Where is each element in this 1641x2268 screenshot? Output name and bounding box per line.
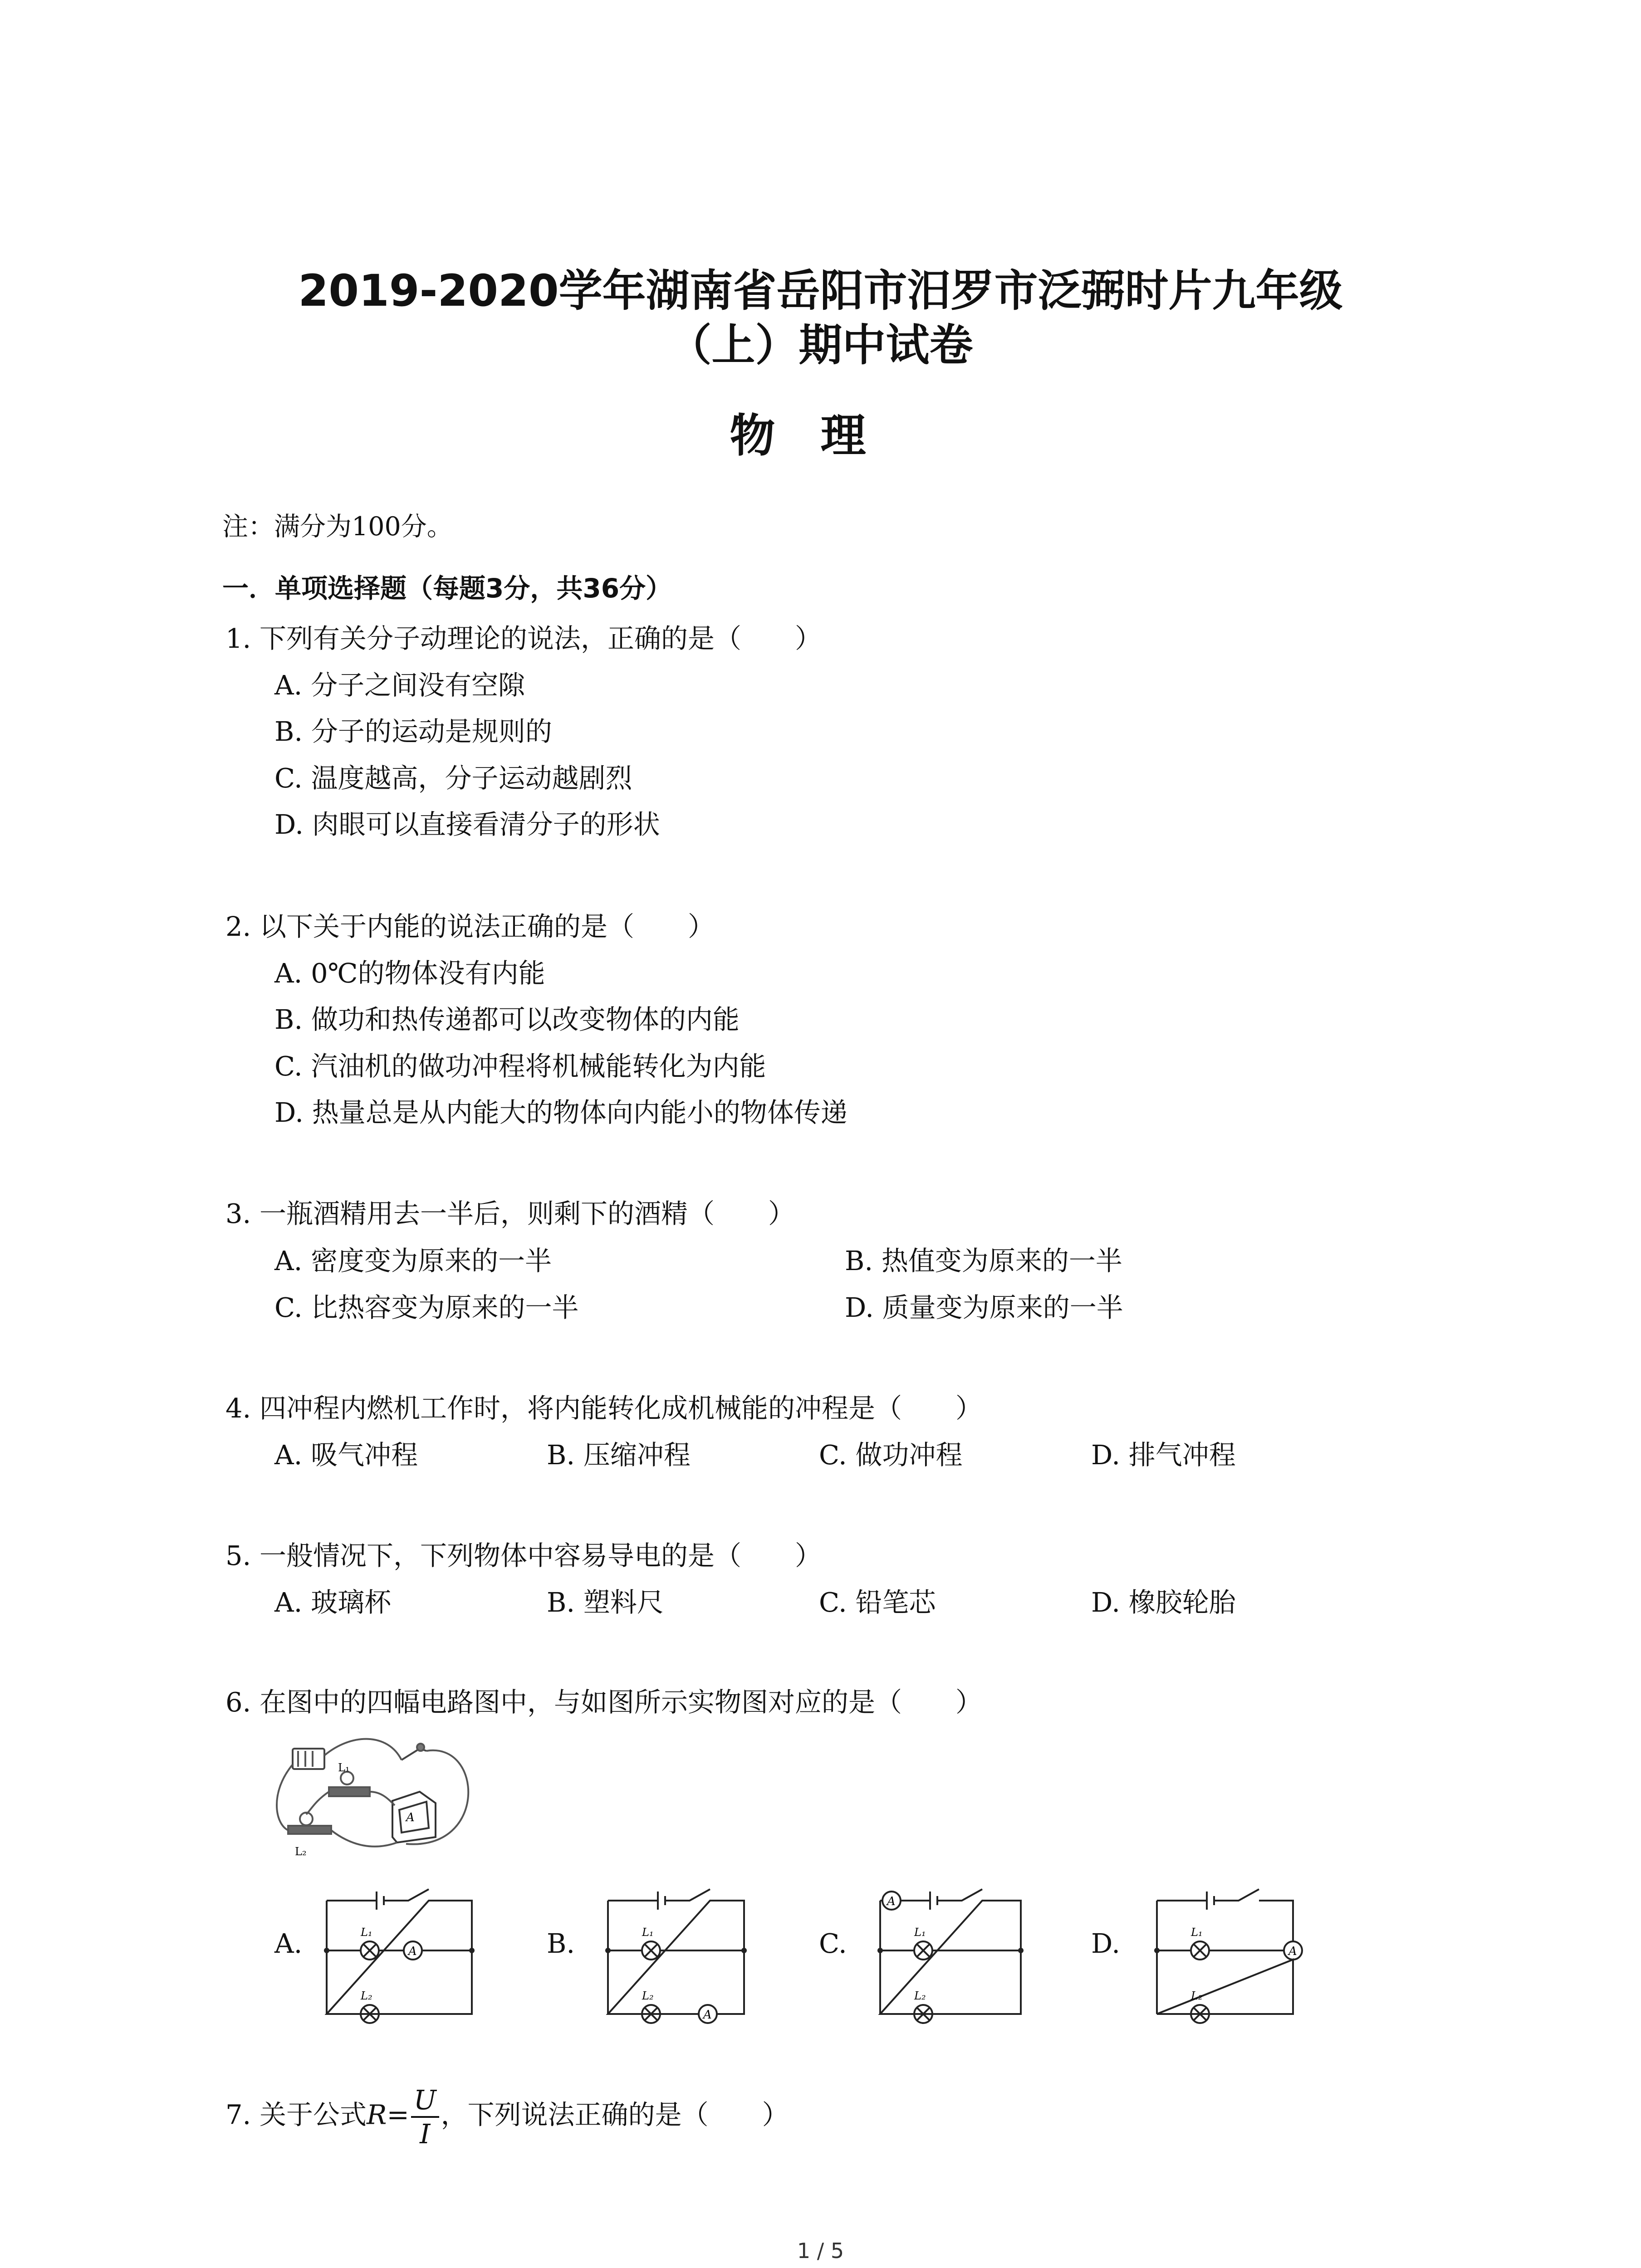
- question-7-prefix: 7. 关于公式: [225, 2099, 367, 2131]
- formula-variable-r: R: [367, 2099, 387, 2131]
- question-1-option-b: B. 分子的运动是规则的: [274, 716, 552, 747]
- exam-title-line2: （上）期中试卷: [668, 320, 973, 371]
- formula-numerator: U: [411, 2087, 439, 2118]
- circuit-c-l1-label: L₁: [914, 1926, 926, 1939]
- circuit-c-l2-label: L₂: [914, 1989, 926, 2002]
- question-3-option-c: C. 比热容变为原来的一半: [274, 1292, 579, 1323]
- physical-l1-label: L₁: [338, 1761, 350, 1774]
- question-4-option-a: A. 吸气冲程: [274, 1439, 418, 1471]
- question-5-option-d: D. 橡胶轮胎: [1091, 1587, 1236, 1618]
- question-6-option-a: A.: [274, 1928, 303, 1959]
- question-2-option-a: A. 0℃的物体没有内能: [274, 958, 545, 989]
- question-1-option-d: D. 肉眼可以直接看清分子的形状: [274, 809, 660, 840]
- circuit-c-ammeter-label: A: [887, 1895, 896, 1908]
- question-2-option-c: C. 汽油机的做功冲程将机械能转化为内能: [274, 1051, 766, 1082]
- subject-title: 物理: [730, 409, 911, 462]
- question-4-stem: 4. 四冲程内燃机工作时，将内能转化成机械能的冲程是（ ）: [225, 1393, 983, 1424]
- circuit-b-l1-label: L₁: [642, 1926, 654, 1939]
- question-3-option-d: D. 质量变为原来的一半: [845, 1292, 1123, 1323]
- question-4-option-d: D. 排气冲程: [1091, 1439, 1236, 1471]
- circuit-a-l2-label: L₂: [361, 1989, 372, 2002]
- question-1-option-a: A. 分子之间没有空隙: [274, 670, 525, 701]
- question-2-stem: 2. 以下关于内能的说法正确的是（ ）: [225, 911, 715, 942]
- question-1-option-c: C. 温度越高，分子运动越剧烈: [274, 763, 632, 794]
- question-6-option-c: C.: [819, 1928, 847, 1959]
- question-3-option-a: A. 密度变为原来的一半: [274, 1245, 552, 1276]
- question-5-option-b: B. 塑料尺: [547, 1587, 664, 1618]
- score-note: 注：满分为100分。: [222, 512, 453, 542]
- question-6-option-b: B.: [547, 1928, 575, 1959]
- question-3-option-b: B. 热值变为原来的一半: [845, 1245, 1122, 1276]
- question-2-option-d: D. 热量总是从内能大的物体向内能小的物体传递: [274, 1097, 847, 1128]
- circuit-a-ammeter-label: A: [408, 1945, 417, 1958]
- circuit-b-l2-label: L₂: [642, 1989, 654, 2002]
- question-5-option-a: A. 玻璃杯: [274, 1587, 392, 1618]
- question-1-stem: 1. 下列有关分子动理论的说法，正确的是（ ）: [225, 623, 822, 654]
- circuit-a-l1-label: L₁: [361, 1926, 372, 1939]
- circuit-diagram-c: [871, 1873, 1034, 2028]
- question-2-option-b: B. 做功和热传递都可以改变物体的内能: [274, 1004, 740, 1035]
- exam-title-line1: 2019-2020学年湖南省岳阳市汨罗市泛弼时片九年级: [298, 265, 1343, 316]
- physical-circuit-illustration: [270, 1724, 506, 1869]
- page-number: 1 / 5: [797, 2239, 844, 2263]
- circuit-diagram-a: [318, 1873, 481, 2028]
- question-7-suffix: ，下列说法正确的是（ ）: [441, 2099, 789, 2131]
- question-6-option-d: D.: [1091, 1928, 1120, 1959]
- question-7-stem: [225, 2084, 789, 2150]
- formula-fraction: [411, 2084, 439, 2150]
- circuit-diagram-d: [1148, 1873, 1311, 2028]
- physical-ammeter-label: A: [406, 1811, 415, 1824]
- formula-denominator: I: [420, 2118, 431, 2150]
- circuit-d-l1-label: L₁: [1191, 1926, 1203, 1939]
- question-4-option-c: C. 做功冲程: [819, 1439, 963, 1471]
- question-5-option-c: C. 铅笔芯: [819, 1587, 936, 1618]
- formula-equals: =: [387, 2099, 409, 2131]
- question-5-stem: 5. 一般情况下，下列物体中容易导电的是（ ）: [225, 1540, 822, 1571]
- question-6-stem: 6. 在图中的四幅电路图中，与如图所示实物图对应的是（ ）: [225, 1686, 983, 1718]
- circuit-b-ammeter-label: A: [703, 2008, 712, 2022]
- physical-l2-label: L₂: [295, 1845, 307, 1858]
- circuit-d-l2-label: L₂: [1191, 1989, 1203, 2002]
- question-4-option-b: B. 压缩冲程: [547, 1439, 691, 1471]
- question-3-stem: 3. 一瓶酒精用去一半后，则剩下的酒精（ ）: [225, 1198, 795, 1229]
- circuit-d-ammeter-label: A: [1288, 1945, 1297, 1958]
- circuit-diagram-b: [599, 1873, 762, 2028]
- section-heading: 一．单项选择题（每题3分，共36分）: [222, 573, 672, 604]
